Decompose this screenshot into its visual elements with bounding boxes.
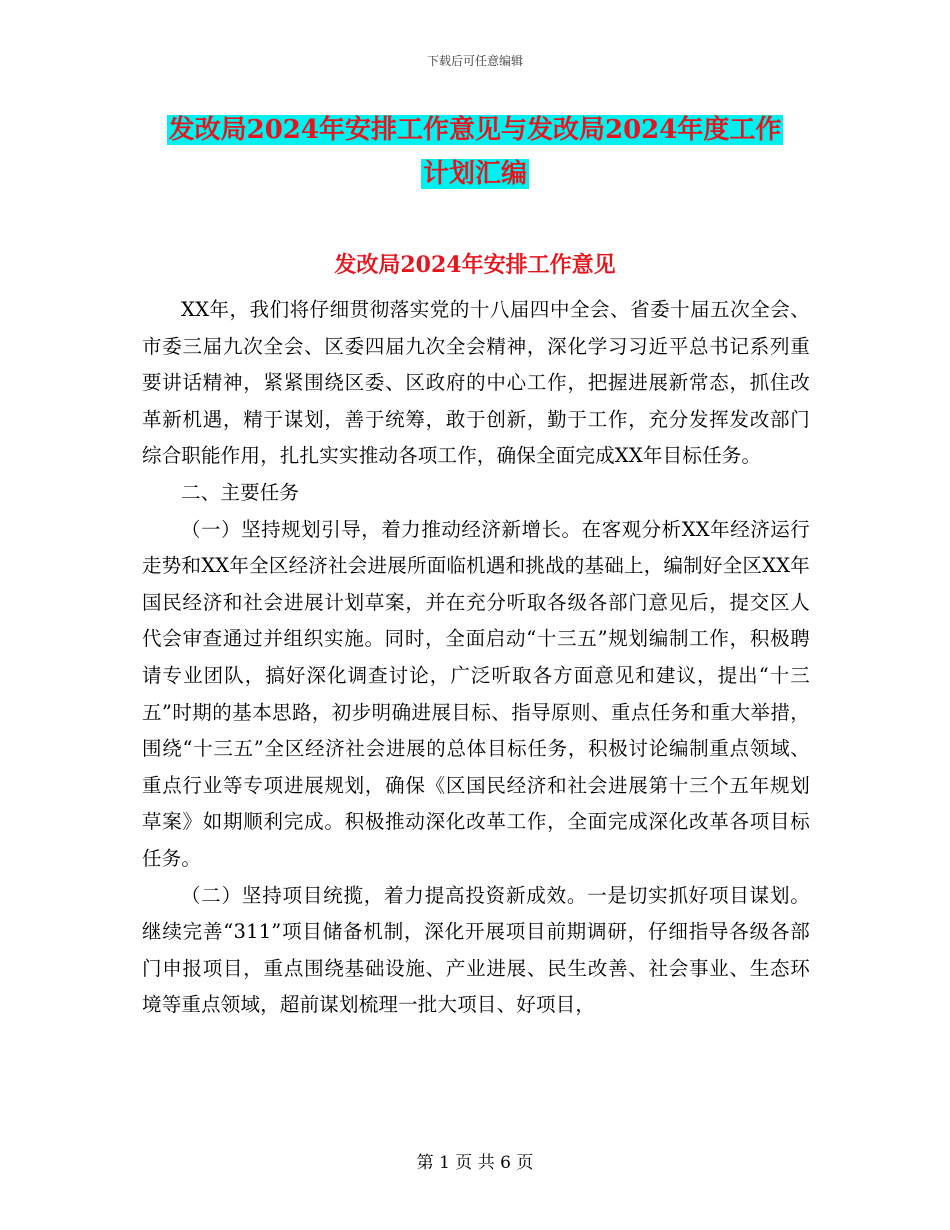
document-title-line-1: 发改局2024年安排工作意见与发改局2024年度工作: [168, 115, 782, 145]
paragraph-task-1: （一）坚持规划引导，着力推动经济新增长。在客观分析XX年经济运行走势和XX年全区经济社会进展所面临机遇和挑战的基础上，编制好全区XX年国民经济和社会进展计划草案，并在充分听取各级各部门意见后，提交区人代会审查通过并组织实施。同时，全面启动“十三五”规划编制工作，积极聘请专业团队，搞好深化调查讨论，广泛听取各方面意见和建议，提出“十三五”时期的基本思路，初步明确进展目标、指导原则、重点任务和重大举措，围绕“十三五”全区经济社会进展的总体目标任务，积极讨论编制重点领域、重点行业等专项进展规划，确保《区国民经济和社会进展第十三个五年规划草案》如期顺利完成。积极推动深化改革工作，全面完成深化改革各项目标任务。: [142, 517, 810, 870]
paragraph-intro: XX年，我们将仔细贯彻落实党的十八届四中全会、省委十届五次全会、市委三届九次全会、区委四届九次全会精神，深化学习习近平总书记系列重要讲话精神，紧紧围绕区委、区政府的中心工作，把握进展新常态，抓住改革新机遇，精于谋划，善于统筹，敢于创新，勤于工作，充分发挥发改部门综合职能作用，扎扎实实推动各项工作，确保全面完成XX年目标任务。: [142, 298, 810, 468]
document-title: [150, 108, 800, 196]
paragraph-heading-main-tasks: 二、主要任务: [181, 480, 300, 504]
page-number: 第 1 页 共 6 页: [416, 1153, 534, 1173]
header-note: 下载后可任意编辑: [426, 54, 523, 68]
body-text: [142, 292, 810, 1024]
document-title-line-2: 计划汇编: [422, 159, 527, 189]
section-title: 发改局2024年安排工作意见: [334, 252, 616, 278]
paragraph-task-2: （二）坚持项目统揽，着力提高投资新成效。一是切实抓好项目谋划。继续完善“311”项目储备机制，深化开展项目前期调研，仔细指导各级各部门申报项目，重点围绕基础设施、产业进展、民生改善、社会事业、生态环境等重点领域，超前谋划梳理一批大项目、好项目，: [142, 883, 810, 1017]
